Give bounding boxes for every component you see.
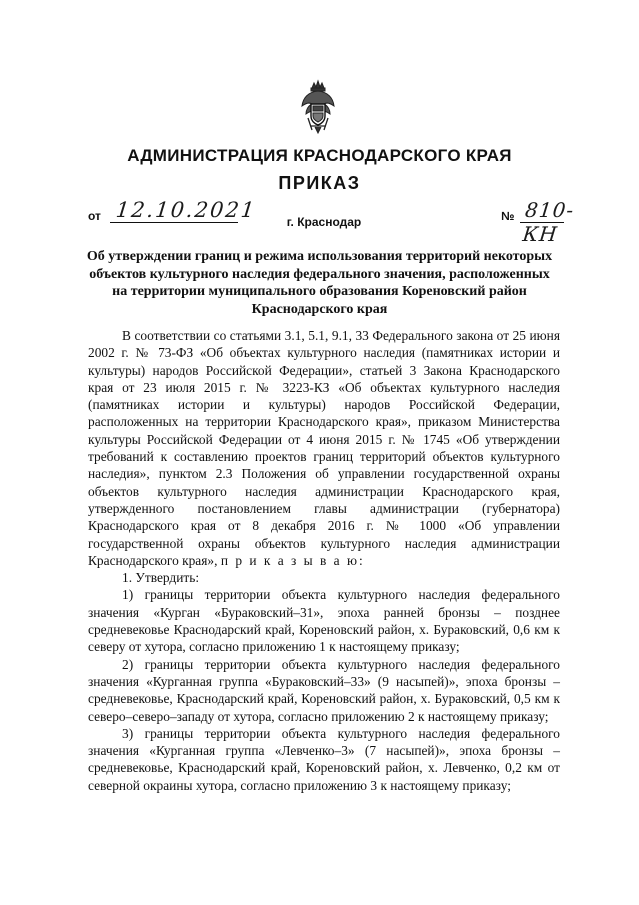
handwritten-number: 810-КН bbox=[521, 198, 576, 246]
city-label: г. Краснодар bbox=[286, 215, 362, 229]
intro-paragraph bbox=[88, 327, 560, 569]
document-body bbox=[88, 327, 560, 794]
document-meta-row bbox=[88, 198, 576, 246]
handwritten-date: 12.10.2021 bbox=[114, 198, 258, 222]
item-1: 1. Утвердить: bbox=[122, 570, 200, 586]
date-prefix: от bbox=[88, 209, 101, 223]
document-title: Об утверждении границ и режима использования территорий некоторых объектов культурного наследия федерального значения, расположенных на территории муниципального образования Кореновский район Краснодарского края bbox=[86, 249, 553, 317]
item-1-2: 2) границы территории объекта культурного наследия федерального значения «Курганная группа «Бураковский–33» (9 насыпей)», эпоха бронзы – средневековье, Краснодарский край, Кореновский район, х. Бураковский, 0,5 км к северо–северо–западу от хутора, согласно приложению 2 к настоящему приказу; bbox=[88, 656, 560, 724]
order-word: п р и к а з ы в а ю: bbox=[220, 552, 365, 568]
coat-of-arms-icon bbox=[298, 78, 338, 134]
item-1-3: 3) границы территории объекта культурного наследия федерального значения «Курганная группа «Левченко–3» (7 насыпей)», эпоха бронзы – средневековье, Краснодарский край, Кореновский район, х. Левченко, 0,2 км от северной окраины хутора, согласно приложению 3 к настоящему приказу; bbox=[88, 725, 560, 793]
number-prefix: № bbox=[501, 209, 515, 223]
intro-text: В соответствии со статьями 3.1, 5.1, 9.1, 33 Федерального закона от 25 июня 2002 г. № 73-ФЗ «Об объектах культурного наследия (памятниках истории и культуры) народов Российской Федерации», статьей 3 Закона Краснодарского края от 23 июля 2015 г. № 3223-КЗ «Об объектах культурного наследия (памятниках истории и культуры) народов Российской Федерации, расположенных на территории Краснодарского края», приказом Министерства культуры Российской Федерации от 4 июня 2015 г. № 1745 «Об утверждении требований к составлению проектов границ территорий объектов культурного наследия», пунктом 2.3 Положения об управлении государственной охраны объектов культурного наследия администрации Краснодарского края, утвержденного постановлением главы администрации (губернатора) Краснодарского края от 8 декабря 2016 г. № 1000 «Об управлении государственной охраны объектов культурного наследия администрации Краснодарского края», bbox=[88, 328, 560, 568]
document-type-heading: ПРИКАЗ bbox=[278, 173, 361, 193]
item-1-1: 1) границы территории объекта культурного наследия федерального значения «Курган «Бураковский–31», эпоха ранней бронзы – позднее средневековье Краснодарский край, Кореновский район, х. Бураковский, 0,6 км к северу от хутора, согласно приложению 1 к настоящему приказу; bbox=[88, 587, 560, 655]
organization-heading: АДМИНИСТРАЦИЯ КРАСНОДАРСКОГО КРАЯ bbox=[127, 146, 512, 165]
